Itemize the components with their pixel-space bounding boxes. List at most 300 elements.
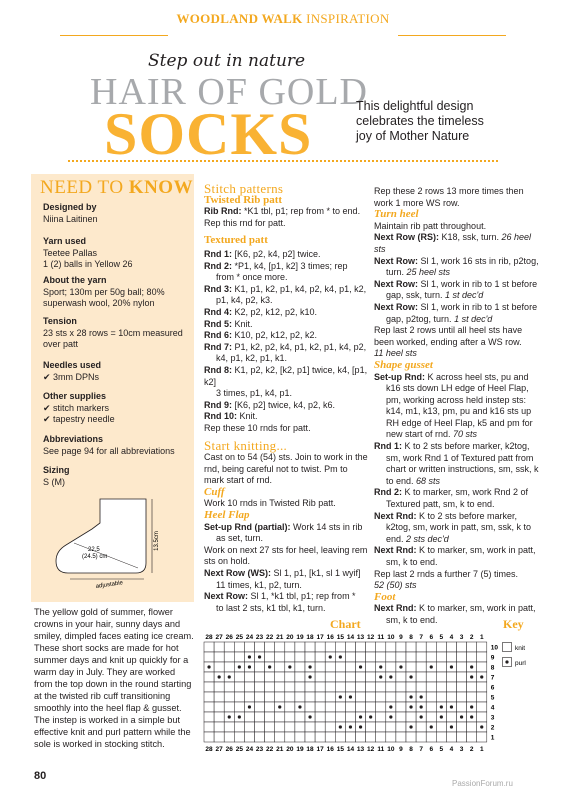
chart-purl-dot xyxy=(440,715,443,718)
chart-col-label-top: 8 xyxy=(409,634,413,641)
chart-cell xyxy=(426,652,436,662)
chart-cell xyxy=(214,642,224,652)
rnd-5-text: Knit. xyxy=(232,318,253,329)
chart-col-label-top: 1 xyxy=(479,634,484,641)
other-line-1: ✔ stitch markers xyxy=(43,402,110,413)
chart-cell xyxy=(265,702,275,712)
chart-col-label-top: 27 xyxy=(215,634,223,641)
chart-cell xyxy=(295,652,305,662)
chart-cell xyxy=(406,682,416,692)
rnd-6-label: Rnd 6: xyxy=(204,330,232,341)
chart-cell xyxy=(416,672,426,682)
chart-cell xyxy=(265,712,275,722)
chart-cell xyxy=(426,672,436,682)
chart-cell xyxy=(244,732,254,742)
chart-col-label-top: 26 xyxy=(225,634,233,641)
chart-col-label-top: 6 xyxy=(429,634,434,641)
chart-col-label-top: 15 xyxy=(336,634,344,641)
gusset-count-value: 52 (50) sts xyxy=(374,580,417,591)
chart-cell xyxy=(366,662,376,672)
chart-purl-dot xyxy=(379,665,382,668)
chart-col-label-bottom: 17 xyxy=(316,746,324,753)
chart-col-label-top: 12 xyxy=(367,634,375,641)
gusset-setup-c2: pm, working across held instep sts: xyxy=(386,394,527,405)
chart-purl-dot xyxy=(228,675,231,678)
chart-cell xyxy=(426,642,436,652)
chart-cell xyxy=(204,732,214,742)
chart-cell xyxy=(255,702,265,712)
chart-cell xyxy=(457,692,467,702)
chart-cell xyxy=(457,682,467,692)
series-title: WOODLAND WALK xyxy=(176,11,303,26)
chart-cell xyxy=(345,662,355,672)
next-row-ws-text: Sl 1, p1, [k1, sl 1 wyif] xyxy=(271,568,361,578)
foot-heading: Foot xyxy=(374,590,396,603)
gusset-rnd-1-c1: sm, work Rnd 1 of Textured patt from xyxy=(386,452,534,463)
cast-on: Cast on to 54 (54) sts. Join to work in the rnd, being careful not to twist. Pm to mark start of rnd. xyxy=(204,452,368,486)
chart-cell xyxy=(446,712,456,722)
chart-cell xyxy=(477,732,487,742)
rnd-2-text: *P1, k4, [p1, k2] 3 times; rep xyxy=(232,260,348,271)
chart-col-label-top: 5 xyxy=(439,634,444,641)
chart-cell xyxy=(376,652,386,662)
chart-purl-dot xyxy=(278,705,281,708)
heel-11-count: 11 heel sts xyxy=(374,348,417,359)
turn-n2-cont-text: gap, ssk, turn. xyxy=(386,290,446,301)
yarn-used xyxy=(43,236,191,271)
rnd-5 xyxy=(204,319,369,331)
chart-cell xyxy=(396,692,406,702)
panel-title-a: NEED TO xyxy=(40,177,129,198)
chart-cell xyxy=(457,672,467,682)
chart-cell xyxy=(234,682,244,692)
chart-purl-dot xyxy=(339,725,342,728)
gusset-rnd-2-text: K to marker, sm, work Rnd 2 of xyxy=(402,487,529,498)
setup-rnd-cont: as set, turn. xyxy=(216,533,264,544)
chart-cell xyxy=(477,662,487,672)
chart-purl-dot xyxy=(430,665,433,668)
chart-cell xyxy=(345,682,355,692)
chart-cell xyxy=(416,732,426,742)
chart-col-label-top: 9 xyxy=(399,634,403,641)
chart-cell xyxy=(436,732,446,742)
yarn-heading: Yarn used xyxy=(43,236,87,246)
chart-cell xyxy=(285,732,295,742)
chart-cell xyxy=(285,722,295,732)
chart-cell xyxy=(315,682,325,692)
chart-purl-dot xyxy=(248,655,251,658)
chart-cell xyxy=(477,642,487,652)
textured-heading: Textured patt xyxy=(204,234,268,247)
chart-purl-dot xyxy=(258,655,261,658)
chart-cell xyxy=(315,712,325,722)
chart-cell xyxy=(224,732,234,742)
chart-purl-dot xyxy=(389,705,392,708)
chart-cell xyxy=(376,682,386,692)
next-row-ws xyxy=(204,568,369,580)
rnd-1-text: [K6, p2, k4, p2] twice. xyxy=(232,248,321,259)
chart-cell xyxy=(265,722,275,732)
chart-purl-dot xyxy=(450,665,453,668)
designed-by xyxy=(43,202,191,225)
chart-cell xyxy=(295,712,305,722)
chart-cell xyxy=(396,702,406,712)
chart-cell xyxy=(315,662,325,672)
setup-rnd-label: Set-up Rnd (partial): xyxy=(204,521,291,532)
chart-cell xyxy=(255,732,265,742)
gusset-rnd-2-cont: Textured patt, sm, k to end. xyxy=(386,499,495,510)
next-row-rs xyxy=(374,232,542,255)
chart-cell xyxy=(204,672,214,682)
chart-cell xyxy=(396,722,406,732)
adjustable-label: adjustable xyxy=(95,580,124,590)
chart-cell xyxy=(356,642,366,652)
chart-cell xyxy=(275,652,285,662)
gusset-rnd-1-label: Rnd 1: xyxy=(374,441,402,452)
chart-cell xyxy=(295,722,305,732)
chart-cell xyxy=(345,712,355,722)
tension-heading: Tension xyxy=(43,316,77,326)
chart-col-label-bottom: 3 xyxy=(459,746,464,753)
chart-cell xyxy=(436,722,446,732)
chart-cell xyxy=(275,642,285,652)
foot-label-1: 22.5 xyxy=(88,547,100,553)
gusset-next-1-c2-text: end. xyxy=(386,533,407,544)
chart-cell xyxy=(366,682,376,692)
chart-purl-dot xyxy=(228,715,231,718)
chart-cell xyxy=(416,652,426,662)
stitch-chart xyxy=(200,630,500,758)
chart-cell xyxy=(295,642,305,652)
chart-cell xyxy=(467,722,477,732)
chart-cell xyxy=(285,652,295,662)
gusset-setup-text: K across heel sts, pu and xyxy=(425,371,529,382)
rnd-1 xyxy=(204,249,369,261)
gusset-rnd-1-c3-text: to end. xyxy=(386,475,417,486)
shape-gusset-heading: Shape gusset xyxy=(374,358,433,371)
gusset-setup-count: 70 sts xyxy=(453,429,478,440)
rnd-9 xyxy=(204,400,369,412)
chart-col-label-bottom: 24 xyxy=(245,746,254,753)
chart-cell xyxy=(315,672,325,682)
chart-purl-dot xyxy=(339,655,342,658)
chart-purl-dot xyxy=(409,695,412,698)
rnd-2-cont: from * once more. xyxy=(216,272,288,283)
tension xyxy=(43,316,191,351)
rib-rnd-text: *K1 tbl, p1; rep from * to end. xyxy=(241,206,361,217)
chart-cell xyxy=(265,732,275,742)
heel-flap-heading: Heel Flap xyxy=(204,509,250,522)
cuff-heading: Cuff xyxy=(204,485,225,498)
standfirst: This delightful design celebrates the timeless joy of Mother Nature xyxy=(356,99,484,143)
chart-cell xyxy=(467,652,477,662)
chart-cell xyxy=(275,712,285,722)
chart-cell xyxy=(416,682,426,692)
gusset-rnd-1-text: K to 2 sts before marker, k2tog, xyxy=(402,441,530,452)
chart-purl-dot xyxy=(379,675,382,678)
turn-n3-cont xyxy=(374,314,542,326)
sock-outline xyxy=(56,499,146,573)
chart-purl-dot xyxy=(450,725,453,728)
gusset-setup xyxy=(374,372,542,384)
chart-col-label-bottom: 27 xyxy=(215,746,223,753)
chart-purl-dot xyxy=(339,695,342,698)
chart-cell xyxy=(224,662,234,672)
chart-cell xyxy=(467,642,477,652)
chart-col-label-bottom: 6 xyxy=(429,746,434,753)
chart-cell xyxy=(265,682,275,692)
gusset-rnd-2 xyxy=(374,487,542,499)
chart-purl-dot xyxy=(238,665,241,668)
chart-purl-dot xyxy=(298,705,301,708)
chart-cell xyxy=(386,722,396,732)
chart-cell xyxy=(315,692,325,702)
rnd-8-label: Rnd 8: xyxy=(204,364,232,375)
chart-col-label-top: 11 xyxy=(377,634,385,641)
gusset-rnd-2-label: Rnd 2: xyxy=(374,487,402,498)
chart-cell xyxy=(255,672,265,682)
chart-cell xyxy=(275,732,285,742)
chart-cell xyxy=(426,732,436,742)
chart-cell xyxy=(204,692,214,702)
rib-repeat: Rep this rnd for patt. xyxy=(204,217,286,228)
chart-cell xyxy=(325,702,335,712)
about-value: Sport; 130m per 50g ball; 80% superwash wool, 20% nylon xyxy=(43,286,165,308)
turn-n2-count: 1 st dec'd xyxy=(445,290,484,301)
chart-purl-dot xyxy=(389,715,392,718)
chart-cell xyxy=(446,732,456,742)
gusset-count xyxy=(374,580,542,592)
chart-cell xyxy=(436,662,446,672)
chart-cell xyxy=(265,642,275,652)
chart-cell xyxy=(335,712,345,722)
setup-rnd xyxy=(204,522,369,534)
rnd-5-label: Rnd 5: xyxy=(204,318,232,329)
chart-cell xyxy=(295,682,305,692)
chart-purl-dot xyxy=(409,725,412,728)
chart-cell xyxy=(275,672,285,682)
yarn-line-1: Teetee Pallas xyxy=(43,247,98,258)
height-label: 13.5cm xyxy=(154,531,160,551)
chart-purl-dot xyxy=(349,695,352,698)
foot-rnd-text: K to marker, sm, work in patt, xyxy=(416,603,536,614)
pattern-column-1 xyxy=(204,183,369,614)
gusset-rep: Rep last 2 rnds a further 7 (5) times. xyxy=(374,568,519,579)
chart-cell xyxy=(285,702,295,712)
gusset-setup-c5-text: new start of rnd. xyxy=(386,429,454,440)
turn-n1-cont xyxy=(374,267,542,279)
other-line-2: ✔ tapestry needle xyxy=(43,414,115,424)
chart-cell xyxy=(416,642,426,652)
chart-col-label-top: 21 xyxy=(276,634,284,641)
gusset-rnd-1 xyxy=(374,441,542,453)
rnd-7-cont: k4, p1, k2, p1, k1. xyxy=(216,353,288,364)
chart-cell xyxy=(255,662,265,672)
chart-purl-dot xyxy=(420,695,423,698)
chart-col-label-bottom: 1 xyxy=(479,746,484,753)
chart-col-label-bottom: 10 xyxy=(387,746,395,753)
stitch-patterns-heading: Stitch patterns xyxy=(204,181,284,196)
chart-col-label-top: 25 xyxy=(235,634,243,641)
chart-col-label-top: 4 xyxy=(449,634,454,641)
gusset-next-2-text: K to marker, sm, work in patt, xyxy=(416,545,536,556)
chart-purl-dot xyxy=(480,725,483,728)
rnd-4-label: Rnd 4: xyxy=(204,306,232,317)
chart-cell xyxy=(214,682,224,692)
chart-cell xyxy=(406,712,416,722)
chart-purl-dot xyxy=(329,655,332,658)
chart-purl-dot xyxy=(369,715,372,718)
sizing-value: S (M) xyxy=(43,476,65,487)
chart-cell xyxy=(315,732,325,742)
next-row-rs-count: 26 heel sts xyxy=(374,232,532,254)
chart-purl-dot xyxy=(450,705,453,708)
chart-cell xyxy=(477,652,487,662)
chart-col-label-top: 18 xyxy=(306,634,314,641)
chart-cell xyxy=(325,642,335,652)
chart-col-label-bottom: 19 xyxy=(296,746,304,753)
chart-purl-dot xyxy=(248,665,251,668)
rnd-7-label: Rnd 7: xyxy=(204,341,232,352)
chart-cell xyxy=(234,692,244,702)
chart-cell xyxy=(255,712,265,722)
chart-cell xyxy=(305,702,315,712)
chart-cell xyxy=(234,702,244,712)
about-heading: About the yarn xyxy=(43,275,107,285)
chart-purl-dot xyxy=(420,715,423,718)
chart-purl-dot xyxy=(470,665,473,668)
chart-cell xyxy=(244,712,254,722)
chart-cell xyxy=(446,682,456,692)
about-yarn xyxy=(43,275,191,310)
other-heading: Other supplies xyxy=(43,391,107,401)
chart-col-label-top: 14 xyxy=(346,634,355,641)
chart-col-label-bottom: 15 xyxy=(336,746,344,753)
chart-cell xyxy=(356,702,366,712)
chart-purl-dot xyxy=(460,715,463,718)
chart-cell xyxy=(356,692,366,702)
rnd-10-label: Rnd 10: xyxy=(204,411,238,422)
needles-heading: Needles used xyxy=(43,360,102,370)
sizing xyxy=(43,465,191,488)
chart-cell xyxy=(234,672,244,682)
chart-cell xyxy=(315,722,325,732)
chart-cell xyxy=(457,652,467,662)
header-rule-right xyxy=(398,35,506,36)
chart-cell xyxy=(426,682,436,692)
chart-cell xyxy=(376,642,386,652)
chart-cell xyxy=(255,692,265,702)
key-purl-dot xyxy=(505,660,508,663)
chart-cell xyxy=(315,652,325,662)
chart-row-label: 5 xyxy=(490,694,495,702)
chart-cell xyxy=(436,692,446,702)
chart-purl-dot xyxy=(389,675,392,678)
chart-col-label-top: 24 xyxy=(245,634,254,641)
chart-cell xyxy=(366,732,376,742)
chart-cell xyxy=(426,712,436,722)
chart-cell xyxy=(214,652,224,662)
chart-cell xyxy=(376,732,386,742)
chart-cell xyxy=(446,642,456,652)
chart-col-label-bottom: 23 xyxy=(255,746,264,753)
turn-n1-count: 25 heel sts xyxy=(406,267,451,278)
chart-cell xyxy=(204,702,214,712)
key-knit-label: knit xyxy=(515,645,526,652)
chart-col-label-bottom: 8 xyxy=(409,746,413,753)
chart-cell xyxy=(295,672,305,682)
start-knitting-heading: Start knitting... xyxy=(204,438,288,454)
chart-cell xyxy=(214,662,224,672)
chart-cell xyxy=(376,722,386,732)
abbr-value: See page 94 for all abbreviations xyxy=(43,445,175,456)
rnd-10-text: Knit. xyxy=(237,411,258,422)
chart-cell xyxy=(376,702,386,712)
chart-cell xyxy=(396,732,406,742)
chart-cell xyxy=(335,682,345,692)
chart-purl-dot xyxy=(399,665,402,668)
rnd-10 xyxy=(204,411,369,423)
chart-cell xyxy=(224,722,234,732)
chart-purl-dot xyxy=(480,675,483,678)
needles xyxy=(43,360,191,383)
chart-cell xyxy=(244,682,254,692)
chart-purl-dot xyxy=(409,675,412,678)
rnd-2 xyxy=(204,261,369,273)
chart-cell xyxy=(426,702,436,712)
chart-row-label: 8 xyxy=(490,664,495,672)
chart-cell xyxy=(204,652,214,662)
turn-n2-text: Sl 1, work in rib to 1 st before xyxy=(418,278,538,289)
next-row-text: Sl 1, *k1 tbl, p1; rep from * xyxy=(248,591,356,602)
chart-cell xyxy=(345,702,355,712)
turn-n1-text: Sl 1, work 16 sts in rib, p2tog, xyxy=(418,255,539,266)
turn-n3-text: Sl 1, work in rib to 1 st before xyxy=(418,301,538,312)
chart-row-label: 2 xyxy=(490,724,495,732)
chart-purl-dot xyxy=(430,725,433,728)
chart-cell xyxy=(305,732,315,742)
next-row-ws-label: Next Row (WS): xyxy=(204,568,271,578)
chart-cell xyxy=(416,662,426,672)
rnd-3-text: K1, p1, k2, p1, k4, p2, k4, p1, k2, xyxy=(232,283,367,294)
chart-cell xyxy=(436,682,446,692)
chart-col-label-bottom: 16 xyxy=(326,746,334,753)
chart-cell xyxy=(335,702,345,712)
turn-n1 xyxy=(374,256,542,268)
rnd-7-text: P1, k2, p2, k4, p1, k2, p1, k4, p2, xyxy=(232,341,367,352)
chart-cell xyxy=(356,682,366,692)
chart-purl-dot xyxy=(359,665,362,668)
chart-cell xyxy=(386,652,396,662)
gusset-setup-c5 xyxy=(374,429,542,441)
chart-purl-dot xyxy=(308,715,311,718)
rnd-3 xyxy=(204,284,369,296)
rnd-3-label: Rnd 3: xyxy=(204,283,232,294)
chart-cell xyxy=(335,732,345,742)
chart-cell xyxy=(255,642,265,652)
chart-col-label-bottom: 11 xyxy=(377,746,385,753)
rnd-3-cont: p1, k4, p2, k3. xyxy=(216,295,273,306)
rnd-9-text: [K6, p2] twice, k4, p2, k6. xyxy=(232,399,336,410)
chart-cell xyxy=(295,732,305,742)
turn-n3 xyxy=(374,302,542,314)
chart-cell xyxy=(305,692,315,702)
chart-cell xyxy=(457,702,467,712)
chart-cell xyxy=(446,652,456,662)
tension-value: 23 sts x 28 rows = 10cm measured over patt xyxy=(43,327,183,349)
gusset-setup-c3: k14, m1, k13, pm, pu and k16 sts up xyxy=(386,406,532,417)
chart-cell xyxy=(467,732,477,742)
